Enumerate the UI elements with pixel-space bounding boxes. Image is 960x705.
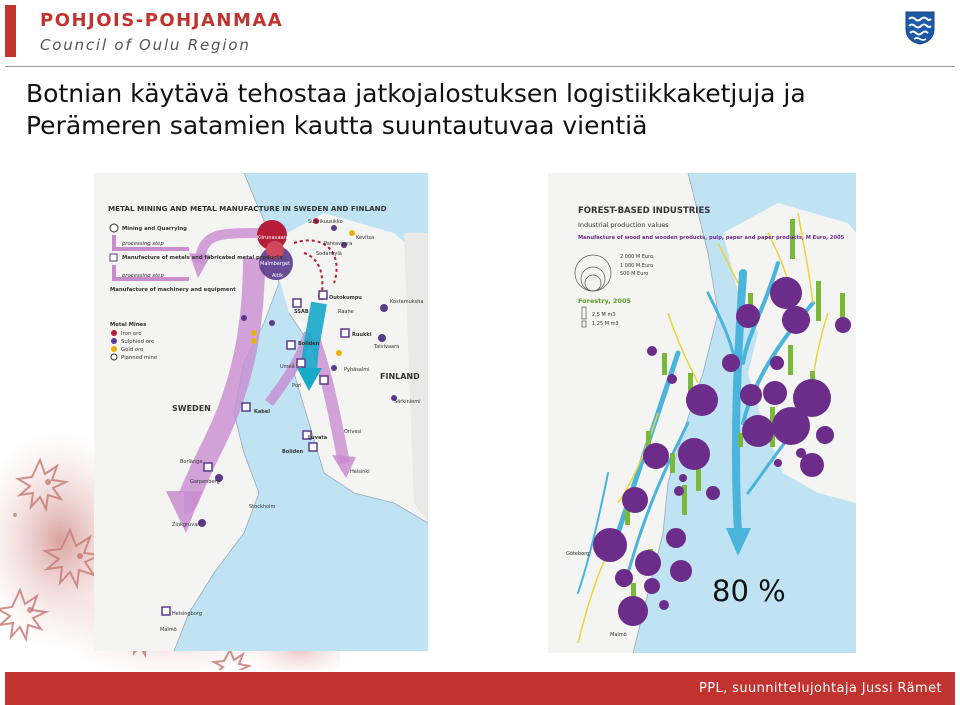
metal-industry-map <box>94 173 428 651</box>
label-ssab: SSAB <box>294 309 309 315</box>
label-orivesi: Orivesi <box>344 429 362 435</box>
label-helsinki: Helsinki <box>350 469 370 475</box>
label-umea: Umeå <box>280 364 295 370</box>
label-pyhasalmi: Pyhäsalmi <box>344 367 370 373</box>
label-kevitsa: Kevitsa <box>356 235 375 241</box>
forest-industry-map <box>548 173 856 653</box>
org-name: POHJOIS-POHJANMAA <box>40 10 284 31</box>
label-malmo-right: Malmö <box>610 632 627 638</box>
legend-iron-ore: Iron ore <box>121 331 142 337</box>
right-map-legend-desc: Manufacture of wood and wooden products, pulp, paper and paper products, M Euro, 2005 <box>578 235 845 241</box>
label-ruukki: Ruukki <box>352 332 372 338</box>
label-kostamuksha: Kostamuksha <box>390 299 424 305</box>
label-boliden-2: Boliden <box>282 449 304 455</box>
size-2000: 2 000 M Euro <box>620 254 654 260</box>
label-helsingborg: Helsingborg <box>172 611 202 617</box>
forestry-size-1: 2,5 M m3 <box>592 312 616 318</box>
size-500: 500 M Euro <box>620 271 649 277</box>
header-accent-bar <box>5 5 16 57</box>
forestry-size-2: 1,25 M m3 <box>592 321 619 327</box>
legend-step2: processing step <box>122 273 164 279</box>
label-zinkgruvan: Zinkgruvan <box>172 522 201 528</box>
label-luvata: Luvata <box>308 435 328 441</box>
forestry-title: Forestry, 2005 <box>578 297 631 305</box>
label-borlange: Borlänge <box>180 459 203 465</box>
label-pahtavaara: Pahtavaara <box>324 241 353 247</box>
right-map-heading: FOREST-BASED INDUSTRIES <box>578 206 711 216</box>
label-suurikuusikko: Suurikuusikko <box>308 219 343 225</box>
label-raahe: Raahe <box>338 309 354 315</box>
label-aitik: Aitik <box>272 273 284 279</box>
legend-mining: Mining and Quarrying <box>122 226 187 232</box>
legend-manufacture: Manufacture of metals and fabricated metal products <box>122 255 283 261</box>
left-map-heading: METAL MINING AND METAL MANUFACTURE IN SWEDEN AND FINLAND <box>108 204 387 213</box>
coat-of-arms-icon <box>905 11 935 45</box>
footer-credit: PPL, suunnittelujohtaja Jussi Rämet <box>699 681 942 696</box>
legend-gold-ore: Gold ore <box>121 347 144 353</box>
slide-title: Botnian käytävä tehostaa jatkojalostuksen logistiikkaketjuja ja Perämeren satamien kautta suuntautuvaa vientiä <box>26 79 806 140</box>
export-share-percent: 80 % <box>712 574 786 608</box>
legend-step1: processing step <box>122 241 164 247</box>
label-garpenberg: Garpenberg <box>190 479 220 485</box>
legend-mines-title: Metal Mines <box>110 322 147 328</box>
right-map-subheading: Industrial production values <box>578 221 669 229</box>
label-sodankyla: Sodankylä <box>316 251 342 257</box>
label-boliden: Boliden <box>298 341 320 347</box>
label-sarkiniemi: Särkiniemi <box>394 399 421 405</box>
label-malmberget: Malmberget <box>260 261 291 267</box>
label-stockholm: Stockholm <box>249 504 276 510</box>
label-malmo: Malmö <box>160 627 177 633</box>
label-sweden: SWEDEN <box>172 404 211 413</box>
label-kabel: Kabel <box>254 409 270 415</box>
legend-machinery: Manufacture of machinery and equipment <box>110 287 236 293</box>
legend-sulphied-ore: Sulphied ore <box>121 339 155 345</box>
label-finland: FINLAND <box>380 372 420 381</box>
label-talvivaara: Talvivaara <box>374 344 400 350</box>
size-1000: 1 000 M Euro <box>620 263 654 269</box>
label-goteborg: Göteborg <box>566 551 590 557</box>
label-outokumpu: Outokumpu <box>329 295 362 301</box>
org-subtitle: Council of Oulu Region <box>40 36 251 54</box>
legend-planned-mine: Planned mine <box>121 355 158 361</box>
label-kiruna: Kiirunavaara <box>257 235 289 241</box>
header-divider <box>5 66 955 67</box>
footer-bar <box>5 672 955 705</box>
label-pori: Pori <box>292 383 302 389</box>
